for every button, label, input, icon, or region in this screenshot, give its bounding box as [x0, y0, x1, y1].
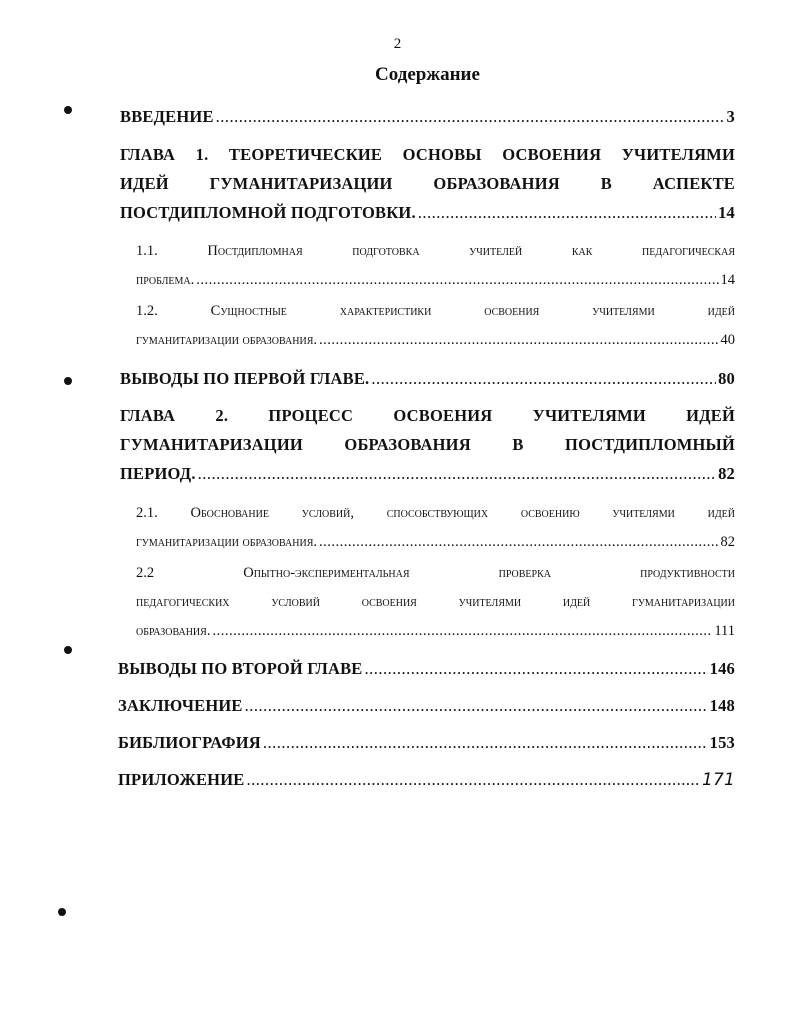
toc-entry-label: образования.: [136, 623, 211, 639]
leader-dots: [263, 728, 708, 757]
leader-dots: [212, 617, 712, 646]
toc-entry-line: 1.2. Сущностные характеристики освоения учителями идей: [136, 303, 735, 319]
toc-entry-chapter-2[interactable]: [120, 401, 735, 488]
toc-entry-conclusions-1[interactable]: [120, 364, 735, 393]
toc-entry-section-2-1[interactable]: [136, 499, 735, 557]
leader-dots: [246, 765, 699, 794]
toc-entry-label: ВЫВОДЫ ПО ВТОРОЙ ГЛАВЕ: [118, 659, 363, 678]
toc-entry-line: ГЛАВА 1. ТЕОРЕТИЧЕСКИЕ ОСНОВЫ ОСВОЕНИЯ УЧИТЕЛЯМИ: [120, 145, 735, 164]
toc-entry-page: 14: [718, 203, 735, 222]
toc-entry-appendix[interactable]: [118, 765, 735, 795]
toc-entry-page: 14: [720, 272, 735, 288]
toc-entry-page: 82: [720, 534, 735, 550]
leader-dots: [196, 266, 718, 295]
margin-mark: [64, 646, 72, 654]
toc-entry-label: проблема.: [136, 272, 195, 288]
toc-entry-page: 111: [714, 623, 735, 639]
toc-entry-intro[interactable]: [120, 102, 735, 131]
toc-entry-page-handwritten: 171: [701, 770, 735, 790]
leader-dots: [198, 459, 716, 488]
toc-entry-page: 3: [726, 107, 735, 126]
toc-entry-line: 2.1. Обоснование условий, способствующих освоению учителями идей: [136, 505, 735, 521]
toc-entry-conclusion[interactable]: [118, 691, 735, 720]
toc-entry-line: 1.1. Постдипломная подготовка учителей как педагогическая: [136, 243, 735, 259]
toc-entry-section-1-1[interactable]: [136, 237, 735, 295]
toc-entry-section-2-2[interactable]: [136, 559, 735, 646]
toc-entry-page: 146: [709, 659, 735, 678]
margin-mark: [58, 908, 66, 916]
leader-dots: [216, 102, 725, 131]
toc-entry-label: БИБЛИОГРАФИЯ: [118, 733, 261, 752]
toc-entry-label: ВЫВОДЫ ПО ПЕРВОЙ ГЛАВЕ.: [120, 369, 370, 388]
leader-dots: [245, 691, 708, 720]
margin-mark: [64, 106, 72, 114]
toc-entry-page: 82: [718, 464, 735, 483]
toc-entry-label: гуманитаризации образования.: [136, 332, 318, 348]
toc-entry-label: ПРИЛОЖЕНИЕ: [118, 770, 245, 789]
leader-dots: [365, 654, 708, 683]
toc-entry-line: 2.2 Опытно-экспериментальная проверка продуктивности: [136, 565, 735, 581]
toc-entry-chapter-1[interactable]: [120, 140, 735, 227]
toc-entry-page: 148: [709, 696, 735, 715]
toc-entry-label: ЗАКЛЮЧЕНИЕ: [118, 696, 243, 715]
toc-entry-conclusions-2[interactable]: [118, 654, 735, 683]
page-number: 2: [393, 36, 402, 52]
leader-dots: [319, 326, 718, 355]
toc-entry-label: ВВЕДЕНИЕ: [120, 107, 214, 126]
toc-entry-page: 40: [720, 332, 735, 348]
toc-entry-line: ГЛАВА 2. ПРОЦЕСС ОСВОЕНИЯ УЧИТЕЛЯМИ ИДЕЙ: [120, 406, 735, 425]
toc-entry-line: педагогических условий освоения учителями идей гуманитаризации: [136, 594, 735, 610]
toc-entry-bibliography[interactable]: [118, 728, 735, 757]
toc-entry-label: ПЕРИОД.: [120, 464, 196, 483]
toc-entry-line: ГУМАНИТАРИЗАЦИИ ОБРАЗОВАНИЯ В ПОСТДИПЛОМНЫЙ: [120, 435, 735, 454]
toc-entry-page: 153: [709, 733, 735, 752]
margin-mark: [64, 377, 72, 385]
page-title: Содержание: [375, 64, 480, 85]
leader-dots: [371, 364, 716, 393]
leader-dots: [418, 198, 716, 227]
toc-entry-label: гуманитаризации образования.: [136, 534, 318, 550]
toc-entry-page: 80: [718, 369, 735, 388]
toc-entry-section-1-2[interactable]: [136, 297, 735, 355]
toc-entry-label: ПОСТДИПЛОМНОЙ ПОДГОТОВКИ.: [120, 203, 416, 222]
toc-entry-line: ИДЕЙ ГУМАНИТАРИЗАЦИИ ОБРАЗОВАНИЯ В АСПЕКТЕ: [120, 174, 735, 193]
leader-dots: [319, 528, 718, 557]
